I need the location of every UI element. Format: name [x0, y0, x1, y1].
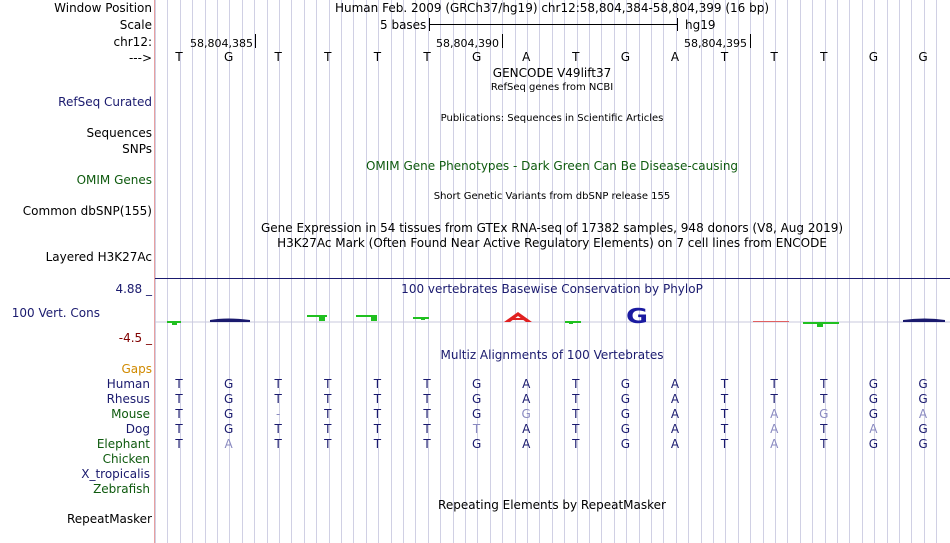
coord-tick-label-3: 58,804,395 [684, 37, 747, 50]
gridline [391, 0, 392, 543]
gridline [651, 0, 652, 543]
aligned-base: T [423, 437, 431, 451]
phylop-mark-6 [504, 312, 532, 322]
aligned-base: T [720, 392, 729, 406]
phylop-mark-3b [319, 315, 325, 321]
reference-base: T [720, 50, 729, 64]
gtex-track-title[interactable]: Gene Expression in 54 tissues from GTEx RNA-seq of 17382 samples, 948 donors (V8, Aug 2019) [260, 221, 844, 235]
gridline [614, 0, 615, 543]
reference-base: G [223, 50, 234, 64]
reference-base: T [373, 50, 382, 64]
phylop-mark-8: G [626, 304, 648, 328]
aligned-base: G [471, 437, 482, 451]
repeatmasker-track-title[interactable]: Repeating Elements by RepeatMasker [438, 498, 666, 512]
coord-tick-2 [502, 34, 503, 48]
gridline [167, 0, 168, 543]
aligned-base: A [670, 437, 680, 451]
gridline [254, 0, 255, 543]
chrom-label: chr12: [113, 35, 152, 49]
aligned-base: T [324, 377, 332, 391]
phylop-track-label[interactable]: 100 Vert. Cons [11, 306, 100, 320]
gridline [899, 0, 900, 543]
reference-base: G [868, 50, 879, 64]
aligned-base: G [521, 407, 531, 421]
aligned-base: T [820, 437, 828, 451]
gridline [626, 0, 627, 543]
aligned-base: T [720, 377, 729, 391]
aligned-base: T [373, 392, 382, 406]
aligned-base: A [522, 377, 531, 391]
reference-base: G [471, 50, 482, 64]
gridline [229, 0, 230, 543]
window-position-label: Window Position [54, 1, 152, 15]
reference-base: G [918, 50, 928, 64]
window-position-title: Human Feb. 2009 (GRCh37/hg19) chr12:58,804,384-58,804,399 (16 bp) [334, 1, 770, 15]
scale-bar-left-tick [429, 18, 430, 31]
reference-base: G [620, 50, 631, 64]
gridline [849, 0, 850, 543]
phylop-mark-5b [421, 317, 425, 320]
conservation-separator-line [155, 278, 950, 279]
aligned-base: T [820, 392, 828, 406]
assembly-name: hg19 [685, 18, 716, 32]
repeatmasker-label[interactable]: RepeatMasker [66, 512, 152, 526]
gridline [477, 0, 478, 543]
aligned-base: T [373, 407, 382, 421]
aligned-base: G [819, 407, 829, 421]
phylop-conservation-plot [155, 302, 950, 342]
aligned-base: G [223, 377, 234, 391]
h3k27ac-track-title[interactable]: H3K27Ac Mark (Often Found Near Active Regulatory Elements) on 7 cell lines from ENCODE [277, 236, 827, 250]
aligned-base: G [620, 422, 631, 436]
gridline [428, 0, 429, 543]
aligned-base: G [868, 407, 879, 421]
aligned-base: T [373, 422, 382, 436]
aligned-base: A [770, 422, 779, 436]
aligned-base: T [820, 377, 828, 391]
aligned-base: A [918, 407, 928, 421]
aligned-base: G [620, 392, 631, 406]
reference-base: T [820, 50, 828, 64]
phylop-mark-10b [817, 322, 823, 327]
gridline [924, 0, 925, 543]
gridline [738, 0, 739, 543]
scale-bar [429, 24, 678, 25]
aligned-base: G [620, 407, 631, 421]
aligned-base: G [223, 422, 234, 436]
aligned-base: T [572, 377, 580, 391]
gridline [763, 0, 764, 543]
omim-phenotypes-track-title[interactable]: OMIM Gene Phenotypes - Dark Green Can Be Disease-causing [365, 159, 739, 173]
phylop-mark-4b [371, 315, 377, 321]
phylop-mark-1b [172, 321, 177, 325]
aligned-base: G [223, 407, 234, 421]
species-label-dog[interactable]: Dog [125, 422, 150, 436]
aligned-base: T [373, 437, 382, 451]
phylop-track-title[interactable]: 100 vertebrates Basewise Conservation by PhyloP [401, 282, 703, 296]
gridline [750, 0, 751, 543]
aligned-base: G [620, 377, 631, 391]
coord-tick-1 [255, 34, 256, 48]
gridline [837, 0, 838, 543]
gridline [663, 0, 664, 543]
scale-bar-right-tick [677, 18, 678, 31]
species-label-elephant[interactable]: Elephant [96, 437, 150, 451]
aligned-base: T [274, 392, 282, 406]
aligned-base: T [324, 392, 332, 406]
aligned-base: G [918, 437, 928, 451]
phylop-max-label: 4.88 _ [115, 282, 152, 296]
phylop-mark-7b [569, 321, 573, 324]
aligned-base: G [868, 437, 879, 451]
gridline [316, 0, 317, 543]
aligned-base: G [471, 392, 482, 406]
gridline [304, 0, 305, 543]
reference-base: T [274, 50, 282, 64]
aligned-base: G [918, 392, 928, 406]
coord-tick-label-1: 58,804,385 [190, 37, 253, 50]
gridline [911, 0, 912, 543]
layered-h3k27ac-label[interactable]: Layered H3K27Ac [45, 250, 152, 264]
coord-tick-3 [750, 34, 751, 48]
aligned-base: A [670, 407, 680, 421]
phylop-mark-6b [512, 318, 524, 320]
multiz-track-title[interactable]: Multiz Alignments of 100 Vertebrates [440, 348, 664, 362]
aligned-base: A [670, 392, 680, 406]
aligned-base: A [770, 437, 779, 451]
gridline [180, 0, 181, 543]
phylop-mark-2 [210, 319, 250, 323]
aligned-base: - [276, 407, 281, 421]
gridline [639, 0, 640, 543]
publications-track-title[interactable]: Publications: Sequences in Scientific Articles [440, 113, 664, 124]
gridline [155, 0, 156, 543]
species-label-rhesus[interactable]: Rhesus [106, 392, 150, 406]
gridline [440, 0, 441, 543]
strand-arrow-label: ---> [128, 51, 152, 65]
aligned-base: T [572, 407, 580, 421]
gridline [453, 0, 454, 543]
aligned-base: T [175, 392, 183, 406]
gridline [205, 0, 206, 543]
gridline [403, 0, 404, 543]
gridline [341, 0, 342, 543]
gridline [465, 0, 466, 543]
aligned-base: T [423, 422, 431, 436]
aligned-base: T [175, 377, 183, 391]
aligned-base: T [572, 437, 580, 451]
aligned-base: G [918, 377, 928, 391]
refseq-curated-label[interactable]: RefSeq Curated [58, 95, 152, 109]
reference-base: A [670, 50, 680, 64]
species-label-x_tropicalis[interactable]: X_tropicalis [81, 467, 150, 481]
gridline [378, 0, 379, 543]
omim-genes-label[interactable]: OMIM Genes [76, 173, 152, 187]
aligned-base: G [868, 377, 879, 391]
gridline [936, 0, 937, 543]
phylop-mark-9 [753, 321, 789, 322]
gridline [701, 0, 702, 543]
aligned-base: A [670, 377, 680, 391]
reference-base: A [522, 50, 531, 64]
aligned-base: T [175, 407, 183, 421]
aligned-base: A [224, 437, 233, 451]
sequences-label[interactable]: Sequences [86, 126, 152, 140]
aligned-base: A [869, 422, 878, 436]
gridline [676, 0, 677, 543]
aligned-base: T [423, 392, 431, 406]
aligned-base: G [223, 392, 234, 406]
gridline [713, 0, 714, 543]
gridline [242, 0, 243, 543]
aligned-base: T [373, 377, 382, 391]
aligned-base: T [720, 437, 729, 451]
aligned-base: T [324, 437, 332, 451]
common-dbsnp-label[interactable]: Common dbSNP(155) [22, 204, 152, 218]
gridline [887, 0, 888, 543]
gridline [874, 0, 875, 543]
aligned-base: T [274, 422, 282, 436]
gridline [415, 0, 416, 543]
scale-label: Scale [119, 18, 152, 32]
aligned-base: G [918, 422, 928, 436]
phylop-mark-11 [903, 319, 945, 323]
gridline [825, 0, 826, 543]
gencode-track-title[interactable]: GENCODE V49lift37 [492, 66, 612, 80]
aligned-base: G [620, 437, 631, 451]
species-label-zebrafish[interactable]: Zebrafish [93, 482, 150, 496]
track-label-column [0, 0, 154, 543]
aligned-base: T [324, 422, 332, 436]
aligned-base: T [175, 422, 183, 436]
gridline [787, 0, 788, 543]
reference-base: T [572, 50, 580, 64]
aligned-base: T [324, 407, 332, 421]
aligned-base: T [720, 422, 729, 436]
refseq-track-title[interactable]: RefSeq genes from NCBI [490, 82, 614, 93]
aligned-base: T [423, 407, 431, 421]
aligned-base: G [471, 407, 482, 421]
gridline [688, 0, 689, 543]
reference-base: T [770, 50, 778, 64]
aligned-base: A [670, 422, 680, 436]
aligned-base: T [175, 437, 183, 451]
aligned-base: A [770, 407, 779, 421]
gridline [291, 0, 292, 543]
dbsnp-track-title[interactable]: Short Genetic Variants from dbSNP release 155 [433, 191, 671, 202]
gridline [353, 0, 354, 543]
aligned-base: A [522, 437, 531, 451]
phylop-min-label: -4.5 _ [118, 331, 152, 345]
aligned-base: T [720, 407, 729, 421]
aligned-base: T [423, 377, 431, 391]
aligned-base: T [274, 377, 282, 391]
aligned-base: A [522, 392, 531, 406]
aligned-base: T [770, 377, 778, 391]
species-label-mouse[interactable]: Mouse [111, 407, 150, 421]
species-label-human[interactable]: Human [106, 377, 150, 391]
aligned-base: G [471, 377, 482, 391]
aligned-base: T [820, 422, 828, 436]
aligned-base: T [572, 422, 580, 436]
species-label-chicken[interactable]: Chicken [102, 452, 150, 466]
aligned-base: G [868, 392, 879, 406]
reference-base: T [324, 50, 332, 64]
aligned-base: T [572, 392, 580, 406]
gridline [725, 0, 726, 543]
gridline [800, 0, 801, 543]
scale-bases-text: 5 bases [380, 18, 427, 32]
reference-base: T [175, 50, 183, 64]
gridline [217, 0, 218, 543]
gridline [192, 0, 193, 543]
track-data-area[interactable] [155, 0, 950, 543]
gridline [366, 0, 367, 543]
gridline [775, 0, 776, 543]
reference-base: T [423, 50, 431, 64]
gridline [862, 0, 863, 543]
gridline [267, 0, 268, 543]
gaps-label: Gaps [121, 362, 152, 376]
snps-label[interactable]: SNPs [122, 142, 152, 156]
aligned-base: T [770, 392, 778, 406]
aligned-base: T [274, 437, 282, 451]
gridline [812, 0, 813, 543]
aligned-base: T [472, 422, 481, 436]
coord-tick-label-2: 58,804,390 [436, 37, 499, 50]
gridline [329, 0, 330, 543]
gridline [279, 0, 280, 543]
aligned-base: A [522, 422, 531, 436]
